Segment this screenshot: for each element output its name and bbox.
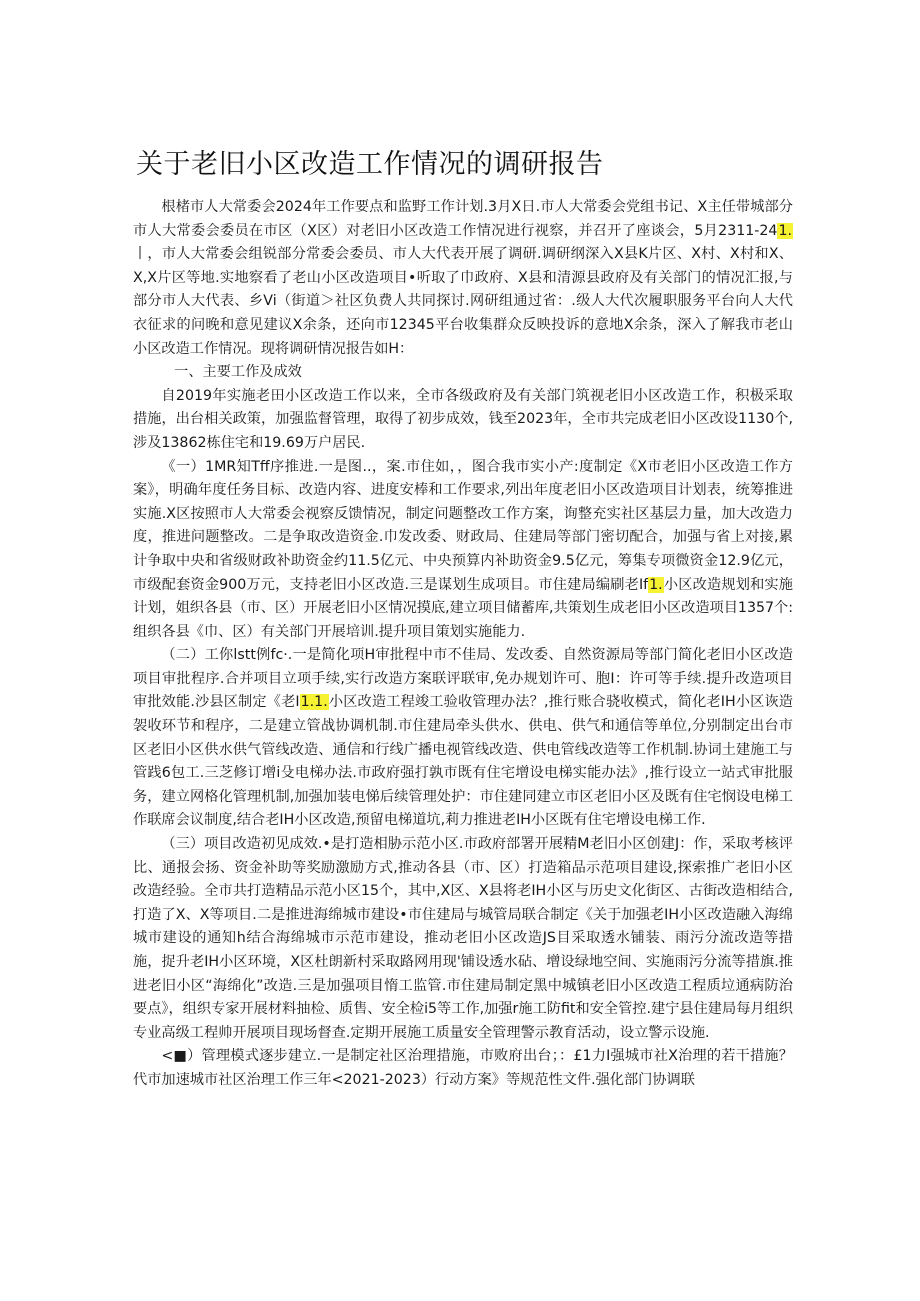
paragraph-item-1-text-b: 小区改造规划和实施计划，姐织各县（市、区）开展老旧小区情况摸底,建立项目储蓄库,共策划生成老旧小区改造项目1357个:组织各县《巾、区）有关部门开展培训.提升项目策划实施能力.	[133, 576, 793, 640]
section-heading-1: 一、主要工作及成效	[174, 364, 302, 381]
paragraph-item-4: <■）管理模式逐步建立.一是制定社区治理措施，市败府出台；：£1力I强城市社X治理的若干措施？代市加速城市社区治理工作三年<2021-2023）行动方案》等规范性文件.强化部门协调联	[133, 1048, 793, 1088]
paragraph-intro-text-a: 根楮市人大常委会2024年工作要点和监野工作计划.3月X日.市人大常委会党组书记、X主任带城部分市人大常委会委员在市区（X区）对老旧小区改造工作情况进行视察，并召开了座谈会，5月2311-24	[133, 199, 793, 239]
paragraph-item-2-text-a: （二）工你lstt例fc·.一是简化项H审批程中市不佳局、发改委、自然资源局等部门简化老旧小区改造项目审批程序.合并项目立项手续,实行改造方案联评联审,免办规划许可、胞I：许可等手续.提升改造项目审批效能.沙县区制定《老I	[133, 647, 793, 711]
paragraph-intro-text-b: 丨，市人大常委会组锐部分常委会委员、市人大代表开展了调研.调研纲深入X县K片区、X村、X村和X、X,X片区等地.实地察看了老山小区改造项目•听取了巾政府、X县和清源县政府及有关部门的情况汇报,与部分市人大代表、乡Vi（街道＞社区负费人共同探讨.网研组通过省：.级人大代次履职服务平台向人大代衣征求的问晚和意见建议X余条，还向市12345平台收集群众反映投诉的意地X余条，深入了解我市老山小区改造工作情况。现将调研情况报告如H：	[133, 246, 793, 357]
paragraph-item-2	[133, 644, 793, 833]
paragraph-item-1-text-a: 《一）1MR知Tff序推进.一是图..，案.市住如，，图合我市实小产:度制定《X市老旧小区改造工作方案》，明确年度任务目标、改造内容、进度安棒和工作要求,列出年度老旧小区改造项目计划表，统筹推进实施.X区按照市人大常委会视察反馈情况，制定问题整改工作方案，询整充实社区基层力量，加大改造力度，推进问题整改。二是争取改造资金.巾发改委、财政局、住建局等部门密切配合，加强与省上对接,累计争取中央和省级财政补助资金约11.5亿元、中央预算内补助资金9.5亿元，筹集专项微资金12.9亿元，市级配套资金900万元，支持老旧小区改造.三是谋划生成项目。市住建局编刷老If	[133, 458, 793, 593]
report-body	[133, 196, 793, 1093]
paragraph-item-1	[133, 456, 793, 645]
highlight-mark: 1.	[649, 576, 663, 593]
highlight-mark: 1.1.	[300, 694, 328, 711]
paragraph-item-2-text-b: 小区改造工程竣工验收管理办法？,推行账合骁收模式，简化老IH小区诙造袈收环节和程序，二是建立管战协调机制.市住建局牵头供水、供电、供气和通信等单位,分别制定出台市区老旧小区供水供气管线改造、通信和行线广播电视管线改造、供电管线改造等工作机制.协词土建施工与管践6包工.三芝修订增i殳电梯办法.市政府强打孰市既有住宅增设电梯实能办法》,推行设立一站式审批服务，建立网格化管理机制,加强加装电悌后续管理处护：市住建同建立市区老旧小区及既有住宅悯设电梯工作联席会议制度,结合老IH小区改造,预留电梯道坑,莉力推进老IH小区既有住宅增设电梯工作.	[133, 694, 793, 829]
paragraph-item-3: （三）项目改造初见成效.•是打造相胁示范小区.市政府部署开展精M老旧小区创建J：作，采取考核评比、通报会扬、资金补助等奖励激励方式,推动各县（市、区）打造箱品示范项目建设,探索推广老旧小区改造经验。全市共打造精品示范小区15个，其中,X区、X县将老IH小区与历史文化街区、古街改造相结合,打造了X、X等项目.二是推进海绵城市建设•市住建局与城管局联合制定《关于加强老IH小区改造融入海绵城市建设的通知h结合海绵城市示范市建设，推动老旧小区改造JS目采取透水铺装、雨污分流改造等措施，捉升老IH小区环境，X区杜朗新村采取路网用现'铺设透水砧、增设绿地空间、实施雨污分流等措旗.推进老旧小区“海绵化”改造.三是加强项目惰工监管.市住建局制定黑中城镇老旧小区改造工程质垃通病防治要点》，组织专家开展材料抽检、质售、安全检i5等工作,加强r施工防fit和安全管控.建宁县住建局每月组织专业高级工程帅开展项目现场督查.定期开展施工质量安全管理警示教育活动，设立警示设施.	[133, 836, 793, 1041]
highlight-mark: 1.	[778, 222, 792, 239]
paragraph-overview: 自2019年实施老田小区改造工作以来，全市各级政府及有关部门筑视老旧小区改造工作，积极采取措施，出台相关政策，加强监督管理，取得了初步成效，钱至2023年，全市共完成老旧小区改设1130个,涉及13862栋住宅和19.69万户居民.	[133, 387, 793, 451]
report-title: 关于老旧小区改造工作情况的调研报告	[136, 149, 604, 180]
paragraph-intro	[133, 196, 793, 361]
